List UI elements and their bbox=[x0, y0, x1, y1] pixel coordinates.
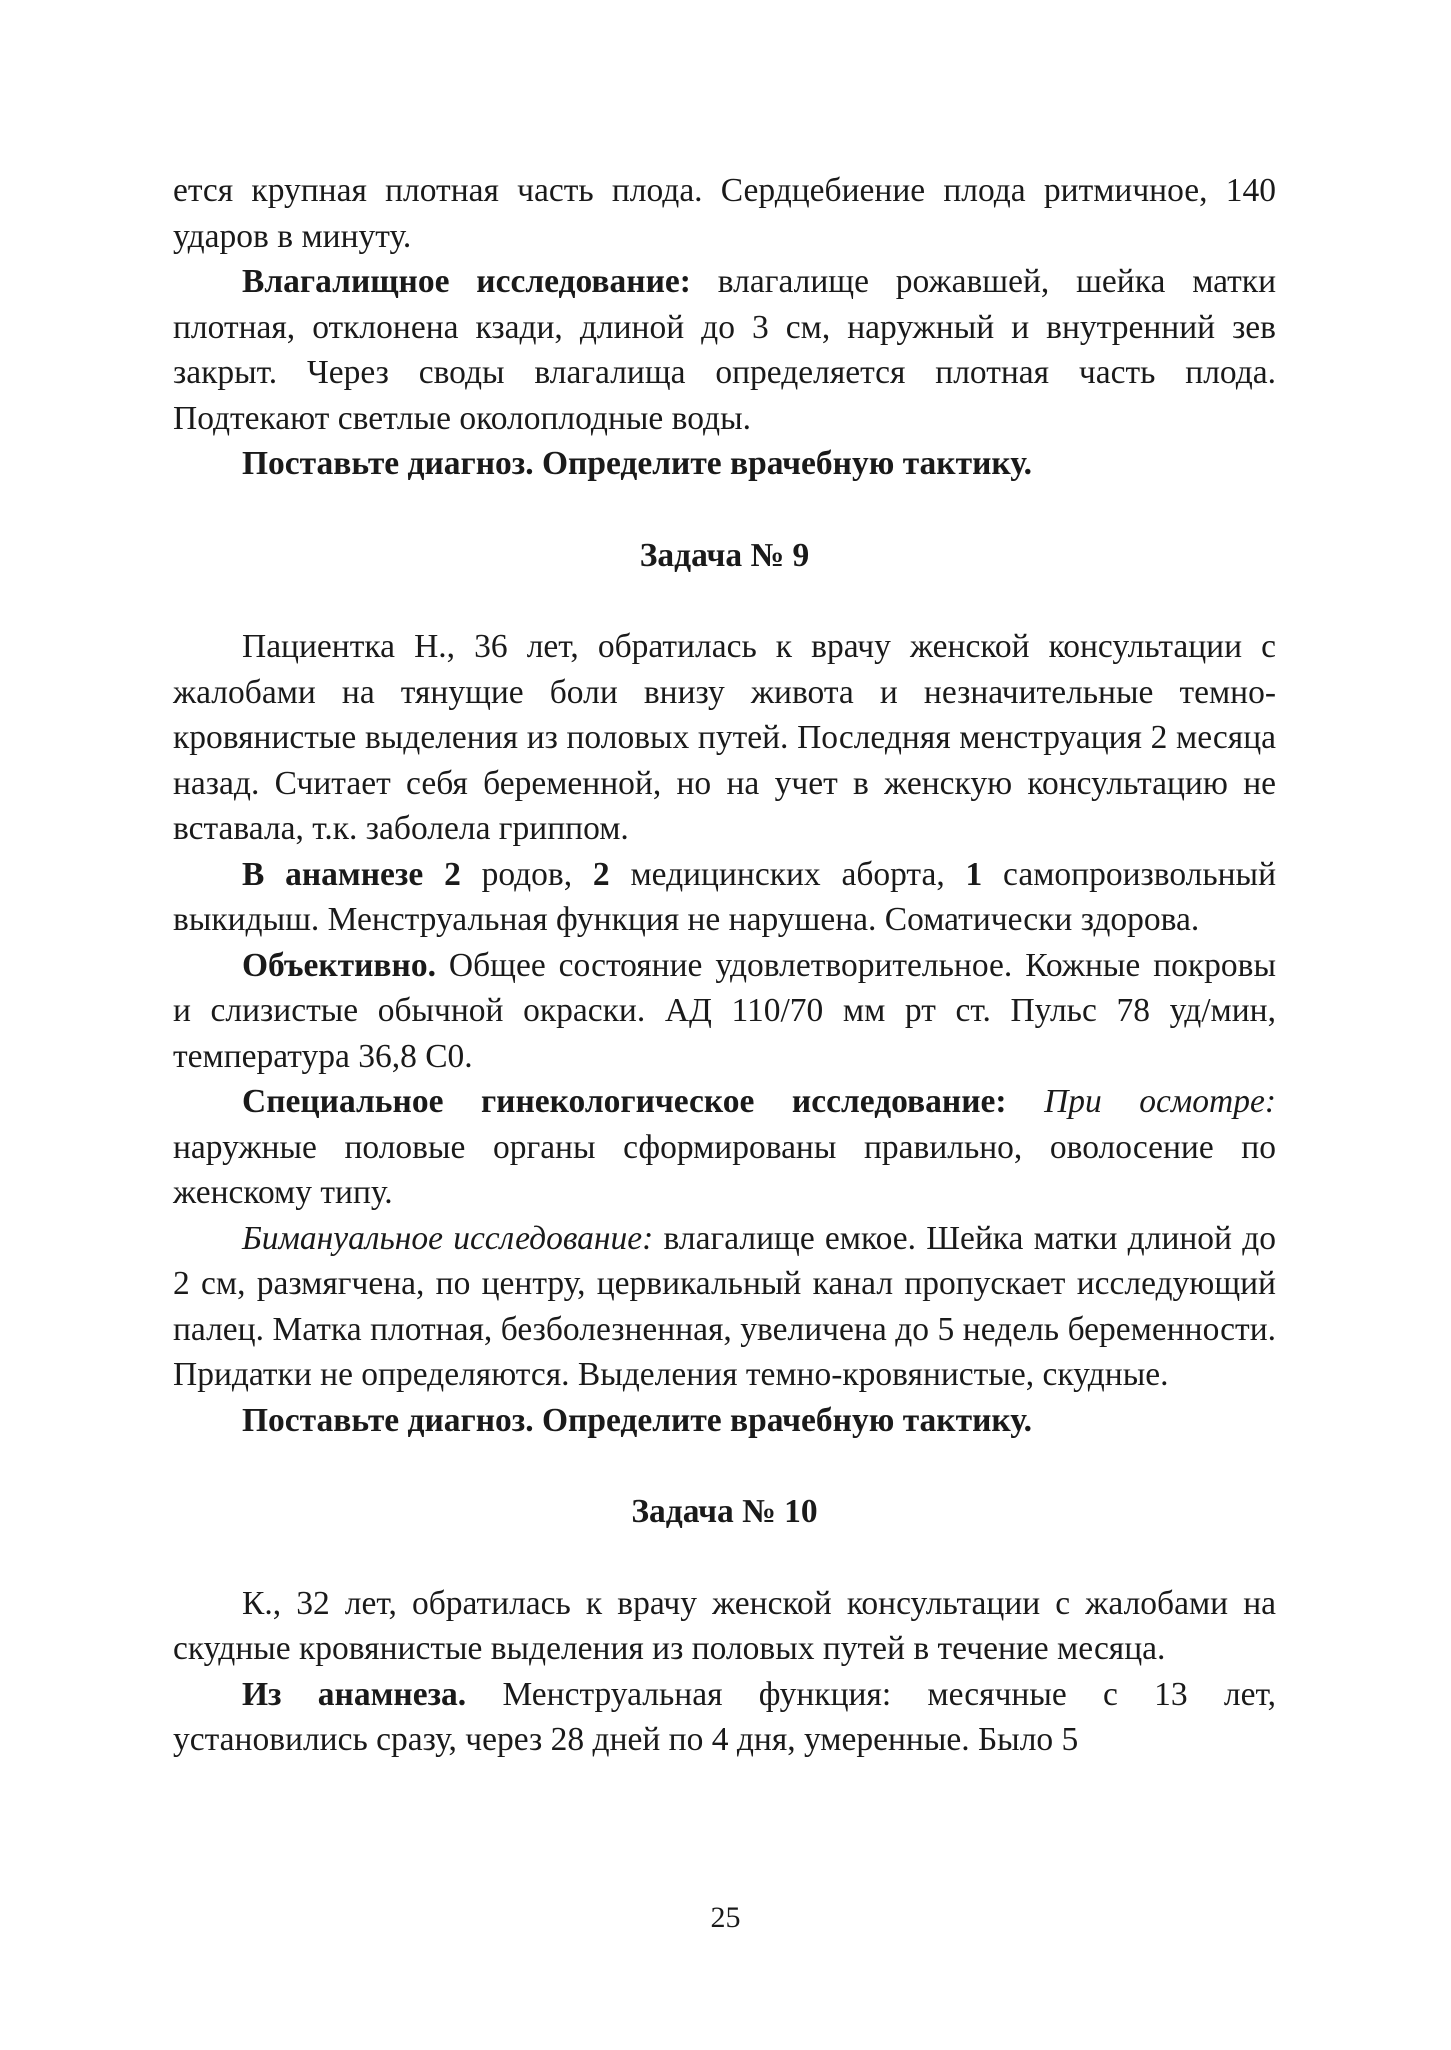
task9-objective-paragraph: Объективно. Общее состояние удовлетворительное. Кожные покровы и слизистые обычной окраски. АД 110/70 мм рт ст. Пульс 78 уд/мин, температура 36,8 С0. bbox=[173, 946, 1276, 1075]
vaginal-exam-label: Влагалищное исследование: bbox=[242, 263, 691, 300]
task9-intro-paragraph: Пациентка Н., 36 лет, обратилась к врачу женской консультации с жалобами на тянущие боли внизу живота и незначительные темно-кровянистые выделения из половых путей. Последняя менструация 2 месяца назад. Считает себя беременной, но на учет в женскую консультацию не вставала, т.к. заболела гриппом. bbox=[173, 628, 1276, 847]
task9-anamnesis-paragraph: В анамнезе 2 родов, 2 медицинских аборта, 1 самопроизвольный выкидыш. Менструальная функция не нарушена. Соматически здорова. bbox=[173, 855, 1276, 938]
vaginal-exam-paragraph: Влагалищное исследование: влагалище рожавшей, шейка матки плотная, отклонена кзади, длиной до 3 см, наружный и внутренний зев закрыт. Через своды влагалища определяется плотная часть плода. Подтекают светлые околоплодные воды. bbox=[173, 263, 1277, 437]
task9-special-exam-paragraph: Специальное гинекологическое исследование: При осмотре: наружные половые органы сформированы правильно, оволосение по женскому типу. bbox=[173, 1083, 1276, 1211]
task9-heading: Задача № 9 bbox=[639, 536, 810, 574]
continuation-paragraph: ется крупная плотная часть плода. Сердцебиение плода ритмичное, 140 ударов в минуту. bbox=[173, 172, 1276, 255]
page-number: 25 bbox=[710, 1901, 741, 1934]
document-page bbox=[173, 168, 1276, 1763]
task9-question: Поставьте диагноз. Определите врачебную тактику. bbox=[242, 1401, 1032, 1439]
task8-question: Поставьте диагноз. Определите врачебную тактику. bbox=[242, 445, 1032, 482]
task9-bimanual-paragraph: Бимануальное исследование: влагалище емкое. Шейка матки длиной до 2 см, размягчена, по центру, цервикальный канал пропускает исследующий палец. Матка плотная, безболезненная, увеличена до 5 недель беременности. Придатки не определяются. Выделения темно-кровянистые, скудные. bbox=[173, 1219, 1276, 1393]
task10-anamnesis-paragraph: Из анамнеза. Менструальная функция: месячные с 13 лет, установились сразу, через 28 дней по 4 дня, умеренные. Было 5 bbox=[173, 1675, 1276, 1758]
task10-intro-paragraph: К., 32 лет, обратилась к врачу женской консультации с жалобами на скудные кровянистые выделения из половых путей в течение месяца. bbox=[173, 1584, 1276, 1667]
task10-heading: Задача № 10 bbox=[631, 1493, 818, 1530]
